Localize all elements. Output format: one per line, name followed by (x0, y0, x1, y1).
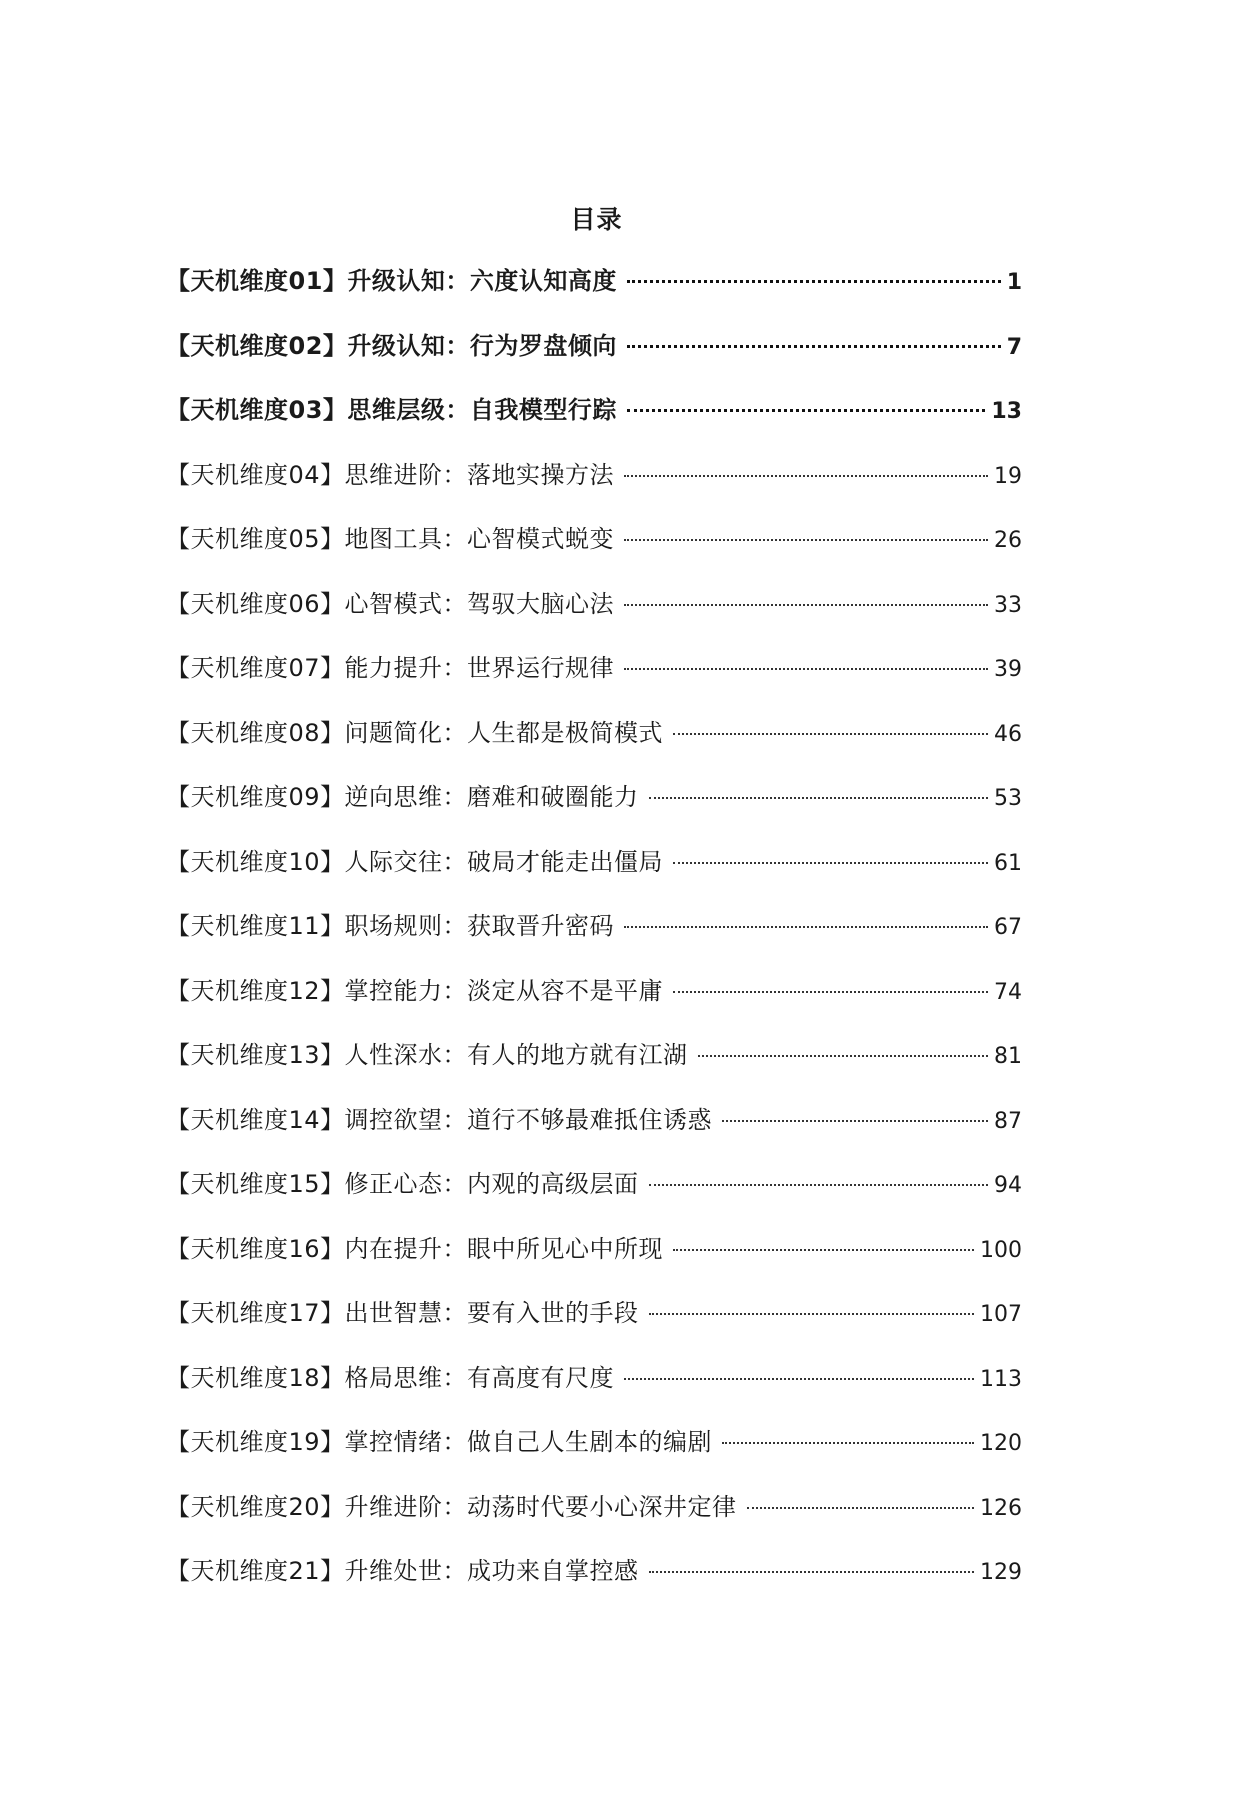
toc-entry[interactable] (166, 1232, 1022, 1297)
toc-entry-label: 【天机维度04】思维进阶：落地实操方法 (166, 460, 615, 489)
dot-leader (649, 1571, 974, 1573)
toc-entry-label: 【天机维度02】升级认知：行为罗盘倾向 (166, 331, 617, 360)
toc-entry-page-number: 87 (994, 1108, 1022, 1134)
toc-entry[interactable] (166, 1038, 1022, 1103)
toc-entry-page-number: 81 (994, 1044, 1022, 1069)
dot-leader (627, 409, 985, 412)
dot-leader (649, 797, 988, 799)
toc-entry-page-number: 1 (1006, 270, 1022, 295)
toc-entry-label: 【天机维度03】思维层级：自我模型行踪 (166, 396, 617, 424)
dot-leader (624, 539, 988, 541)
dot-leader (627, 280, 1001, 283)
toc-entry[interactable] (166, 1103, 1022, 1168)
toc-entry-label: 【天机维度14】调控欲望：道行不够最难抵住诱惑 (166, 1105, 713, 1134)
toc-entry[interactable] (166, 974, 1022, 1039)
toc-entry-page-number: 53 (994, 786, 1022, 811)
dot-leader (673, 991, 988, 993)
dot-leader (624, 1378, 974, 1380)
dot-leader (673, 733, 988, 735)
toc-entry-label: 【天机维度06】心智模式：驾驭大脑心法 (166, 589, 615, 618)
toc-entry-label: 【天机维度05】地图工具：心智模式蜕变 (166, 525, 615, 553)
dot-leader (673, 1249, 974, 1251)
toc-entry[interactable] (166, 1361, 1022, 1426)
toc-entry[interactable] (166, 1167, 1022, 1232)
toc-entry[interactable] (166, 909, 1022, 974)
toc-entry[interactable] (166, 1490, 1022, 1555)
toc-entry-label: 【天机维度21】升维处世：成功来自掌控感 (166, 1557, 639, 1585)
toc-entry-page-number: 120 (980, 1431, 1022, 1456)
toc-entry-page-number: 39 (994, 657, 1022, 682)
toc-entry-label: 【天机维度19】掌控情绪：做自己人生剧本的编剧 (166, 1428, 713, 1456)
page-title: 目录 (570, 205, 623, 234)
table-of-contents (166, 264, 1022, 1619)
toc-entry-label: 【天机维度09】逆向思维：磨难和破圈能力 (166, 783, 639, 811)
toc-entry-label: 【天机维度11】职场规则：获取晋升密码 (166, 912, 615, 940)
dot-leader (722, 1120, 988, 1122)
dot-leader (624, 475, 988, 477)
toc-entry[interactable] (166, 780, 1022, 845)
toc-entry-label: 【天机维度10】人际交往：破局才能走出僵局 (166, 847, 664, 876)
toc-entry-page-number: 107 (980, 1302, 1022, 1327)
toc-entry-page-number: 74 (994, 979, 1022, 1005)
toc-entry-page-number: 33 (994, 592, 1022, 618)
toc-entry-page-number: 129 (980, 1560, 1022, 1585)
dot-leader (624, 604, 988, 606)
toc-entry[interactable] (166, 845, 1022, 910)
toc-entry-label: 【天机维度13】人性深水：有人的地方就有江湖 (166, 1041, 688, 1069)
dot-leader (673, 862, 988, 864)
toc-entry-page-number: 7 (1006, 334, 1022, 360)
toc-entry-label: 【天机维度08】问题简化：人生都是极简模式 (166, 718, 664, 747)
toc-entry[interactable] (166, 522, 1022, 587)
toc-entry[interactable] (166, 716, 1022, 781)
toc-entry[interactable] (166, 1425, 1022, 1490)
dot-leader (624, 668, 988, 670)
toc-entry-page-number: 67 (994, 915, 1022, 940)
toc-entry-page-number: 46 (994, 721, 1022, 747)
toc-entry-page-number: 26 (994, 528, 1022, 553)
toc-entry-label: 【天机维度01】升级认知：六度认知高度 (166, 267, 617, 295)
dot-leader (627, 345, 1001, 348)
toc-entry[interactable] (166, 458, 1022, 523)
dot-leader (747, 1507, 974, 1509)
toc-entry[interactable] (166, 1554, 1022, 1619)
toc-entry-page-number: 100 (980, 1237, 1022, 1263)
toc-entry-page-number: 61 (994, 850, 1022, 876)
toc-entry-label: 【天机维度12】掌控能力：淡定从容不是平庸 (166, 976, 664, 1005)
toc-entry-page-number: 94 (994, 1173, 1022, 1198)
dot-leader (698, 1055, 988, 1057)
toc-entry-label: 【天机维度20】升维进阶：动荡时代要小心深井定律 (166, 1492, 737, 1521)
toc-entry-label: 【天机维度07】能力提升：世界运行规律 (166, 654, 615, 682)
dot-leader (649, 1184, 988, 1186)
toc-entry[interactable] (166, 264, 1022, 329)
toc-entry-page-number: 126 (980, 1495, 1022, 1521)
toc-entry-label: 【天机维度16】内在提升：眼中所见心中所现 (166, 1234, 664, 1263)
toc-entry-page-number: 113 (980, 1366, 1022, 1392)
toc-entry-page-number: 13 (991, 399, 1022, 424)
toc-entry-label: 【天机维度15】修正心态：内观的高级层面 (166, 1170, 639, 1198)
dot-leader (722, 1442, 974, 1444)
toc-entry-page-number: 19 (994, 463, 1022, 489)
toc-entry[interactable] (166, 651, 1022, 716)
toc-entry[interactable] (166, 1296, 1022, 1361)
toc-entry[interactable] (166, 587, 1022, 652)
dot-leader (624, 926, 988, 928)
toc-entry-label: 【天机维度17】出世智慧：要有入世的手段 (166, 1299, 639, 1327)
toc-entry[interactable] (166, 393, 1022, 458)
dot-leader (649, 1313, 974, 1315)
toc-entry[interactable] (166, 329, 1022, 394)
toc-entry-label: 【天机维度18】格局思维：有高度有尺度 (166, 1363, 615, 1392)
